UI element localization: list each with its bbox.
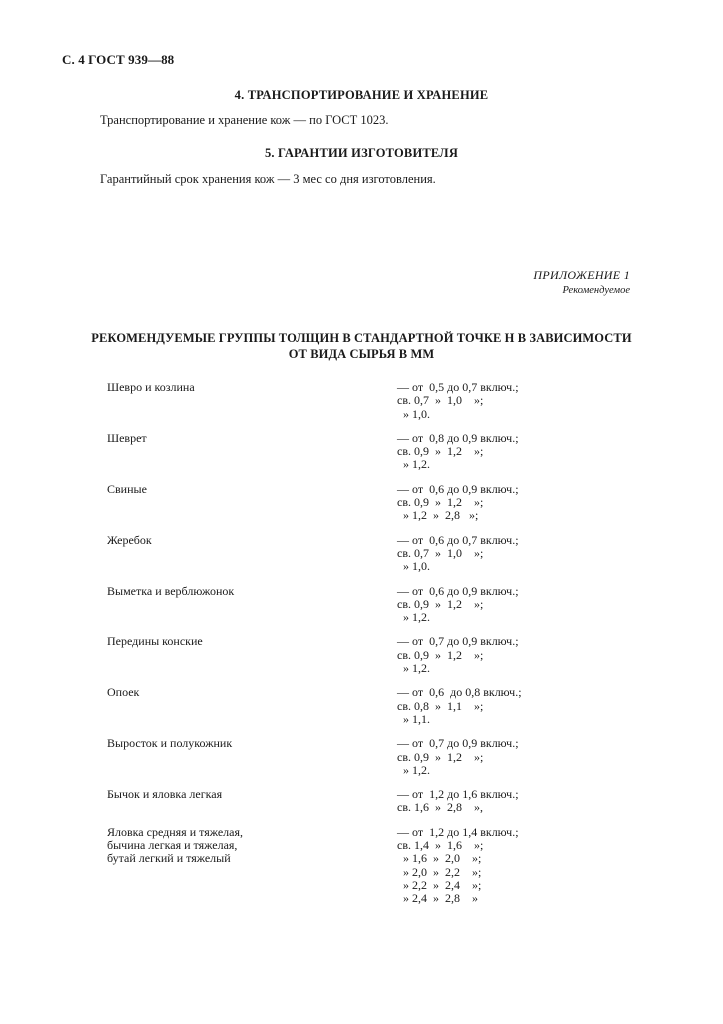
- thickness-ranges: [397, 826, 627, 906]
- thickness-ranges: [397, 635, 627, 675]
- material-name-line: бутай легкий и тяжелый: [107, 851, 231, 866]
- table-row: [107, 686, 627, 726]
- thickness-range: » 1,2.: [397, 610, 430, 625]
- material-name: [107, 585, 397, 625]
- material-name: [107, 534, 397, 574]
- thickness-range: » 1,2.: [397, 661, 430, 676]
- table-row: [107, 635, 627, 675]
- thickness-ranges: [397, 483, 627, 523]
- material-name: [107, 686, 397, 726]
- thickness-ranges: [397, 686, 627, 726]
- thickness-range: — от 0,5 до 0,7 включ.;: [397, 380, 519, 394]
- material-name-line: Бычок и яловка легкая: [107, 787, 223, 802]
- thickness-table: [107, 381, 627, 917]
- thickness-range: — от 0,7 до 0,9 включ.;: [397, 634, 519, 649]
- thickness-range: св. 0,9 » 1,2 »;: [397, 495, 484, 510]
- thickness-range: св. 1,6 » 2,8 »,: [397, 800, 483, 815]
- thickness-range: » 1,2.: [397, 457, 430, 472]
- section-5-text: Гарантийный срок хранения кож — 3 мес со дня изготовления.: [100, 172, 436, 186]
- material-name-line: Опоек: [107, 685, 140, 700]
- thickness-ranges: [397, 534, 627, 574]
- material-name: [107, 826, 397, 906]
- table-row: [107, 483, 627, 523]
- material-name-line: бычина легкая и тяжелая,: [107, 838, 238, 853]
- thickness-range: — от 0,6 до 0,9 включ.;: [397, 481, 519, 496]
- table-row: [107, 826, 627, 906]
- material-name-line: Жеребок: [107, 532, 152, 547]
- thickness-range: » 1,1.: [397, 711, 430, 726]
- material-name-line: Выметка и верблюжонок: [107, 583, 235, 598]
- material-name: [107, 483, 397, 523]
- table-row: [107, 381, 627, 421]
- thickness-range: св. 0,9 » 1,2 »;: [397, 647, 484, 662]
- table-title: [0, 330, 723, 362]
- thickness-range: — от 1,2 до 1,6 включ.;: [397, 787, 519, 802]
- appendix-subtitle: Рекомендуемое: [562, 285, 630, 296]
- page-header: С. 4 ГОСТ 939—88: [62, 52, 175, 67]
- thickness-range: — от 0,6 до 0,7 включ.;: [397, 532, 519, 547]
- thickness-range: — от 0,6 до 0,8 включ.;: [397, 685, 522, 700]
- material-name-line: Передины конские: [107, 634, 203, 649]
- thickness-range: — от 1,2 до 1,4 включ.;: [397, 824, 519, 839]
- thickness-range: » 1,2 » 2,8 »;: [397, 508, 479, 523]
- section-4-heading: 4. ТРАНСПОРТИРОВАНИЕ И ХРАНЕНИЕ: [234, 88, 489, 102]
- table-row: [107, 432, 627, 472]
- thickness-range: св. 0,7 » 1,0 »;: [397, 545, 484, 560]
- table-row: [107, 737, 627, 777]
- thickness-range: » 1,0.: [397, 406, 430, 421]
- table-title-line-1: РЕКОМЕНДУЕМЫЕ ГРУППЫ ТОЛЩИН В СТАНДАРТНОЙ ТОЧКЕ Н В ЗАВИСИМОСТИ: [91, 331, 632, 345]
- thickness-range: св. 0,9 » 1,2 »;: [397, 596, 484, 611]
- material-name: [107, 432, 397, 472]
- thickness-range: » 2,0 » 2,2 »;: [397, 864, 482, 879]
- thickness-ranges: [397, 432, 627, 472]
- appendix-mark: [533, 268, 630, 296]
- section-5-heading: 5. ГАРАНТИИ ИЗГОТОВИТЕЛЯ: [264, 146, 459, 160]
- material-name: [107, 635, 397, 675]
- thickness-range: св. 1,4 » 1,6 »;: [397, 838, 484, 853]
- thickness-range: — от 0,7 до 0,9 включ.;: [397, 736, 519, 751]
- material-name-line: Свиные: [107, 481, 147, 496]
- thickness-range: св. 0,9 » 1,2 »;: [397, 444, 484, 459]
- table-row: [107, 534, 627, 574]
- material-name-line: Выросток и полукожник: [107, 736, 233, 751]
- thickness-range: — от 0,6 до 0,9 включ.;: [397, 583, 519, 598]
- thickness-ranges: [397, 381, 627, 421]
- appendix-title: ПРИЛОЖЕНИЕ 1: [533, 268, 630, 282]
- section-4-text: Транспортирование и хранение кож — по ГОСТ 1023.: [100, 113, 389, 127]
- thickness-range: — от 0,8 до 0,9 включ.;: [397, 430, 519, 445]
- thickness-range: св. 0,7 » 1,0 »;: [397, 393, 484, 408]
- thickness-range: св. 0,8 » 1,1 »;: [397, 698, 484, 713]
- thickness-ranges: [397, 737, 627, 777]
- thickness-range: » 2,4 » 2,8 »: [397, 891, 478, 906]
- table-row: [107, 585, 627, 625]
- thickness-range: » 1,0.: [397, 559, 430, 574]
- thickness-range: » 1,6 » 2,0 »;: [397, 851, 482, 866]
- thickness-ranges: [397, 585, 627, 625]
- material-name-line: Шеврет: [107, 430, 147, 445]
- material-name: [107, 381, 397, 421]
- material-name-line: Шевро и козлина: [107, 380, 195, 394]
- material-name-line: Яловка средняя и тяжелая,: [107, 824, 244, 839]
- thickness-range: св. 0,9 » 1,2 »;: [397, 749, 484, 764]
- table-row: [107, 788, 627, 815]
- thickness-range: » 2,2 » 2,4 »;: [397, 877, 482, 892]
- thickness-ranges: [397, 788, 627, 815]
- material-name: [107, 788, 397, 815]
- thickness-range: » 1,2.: [397, 762, 430, 777]
- material-name: [107, 737, 397, 777]
- table-title-line-2: ОТ ВИДА СЫРЬЯ В ММ: [288, 347, 435, 361]
